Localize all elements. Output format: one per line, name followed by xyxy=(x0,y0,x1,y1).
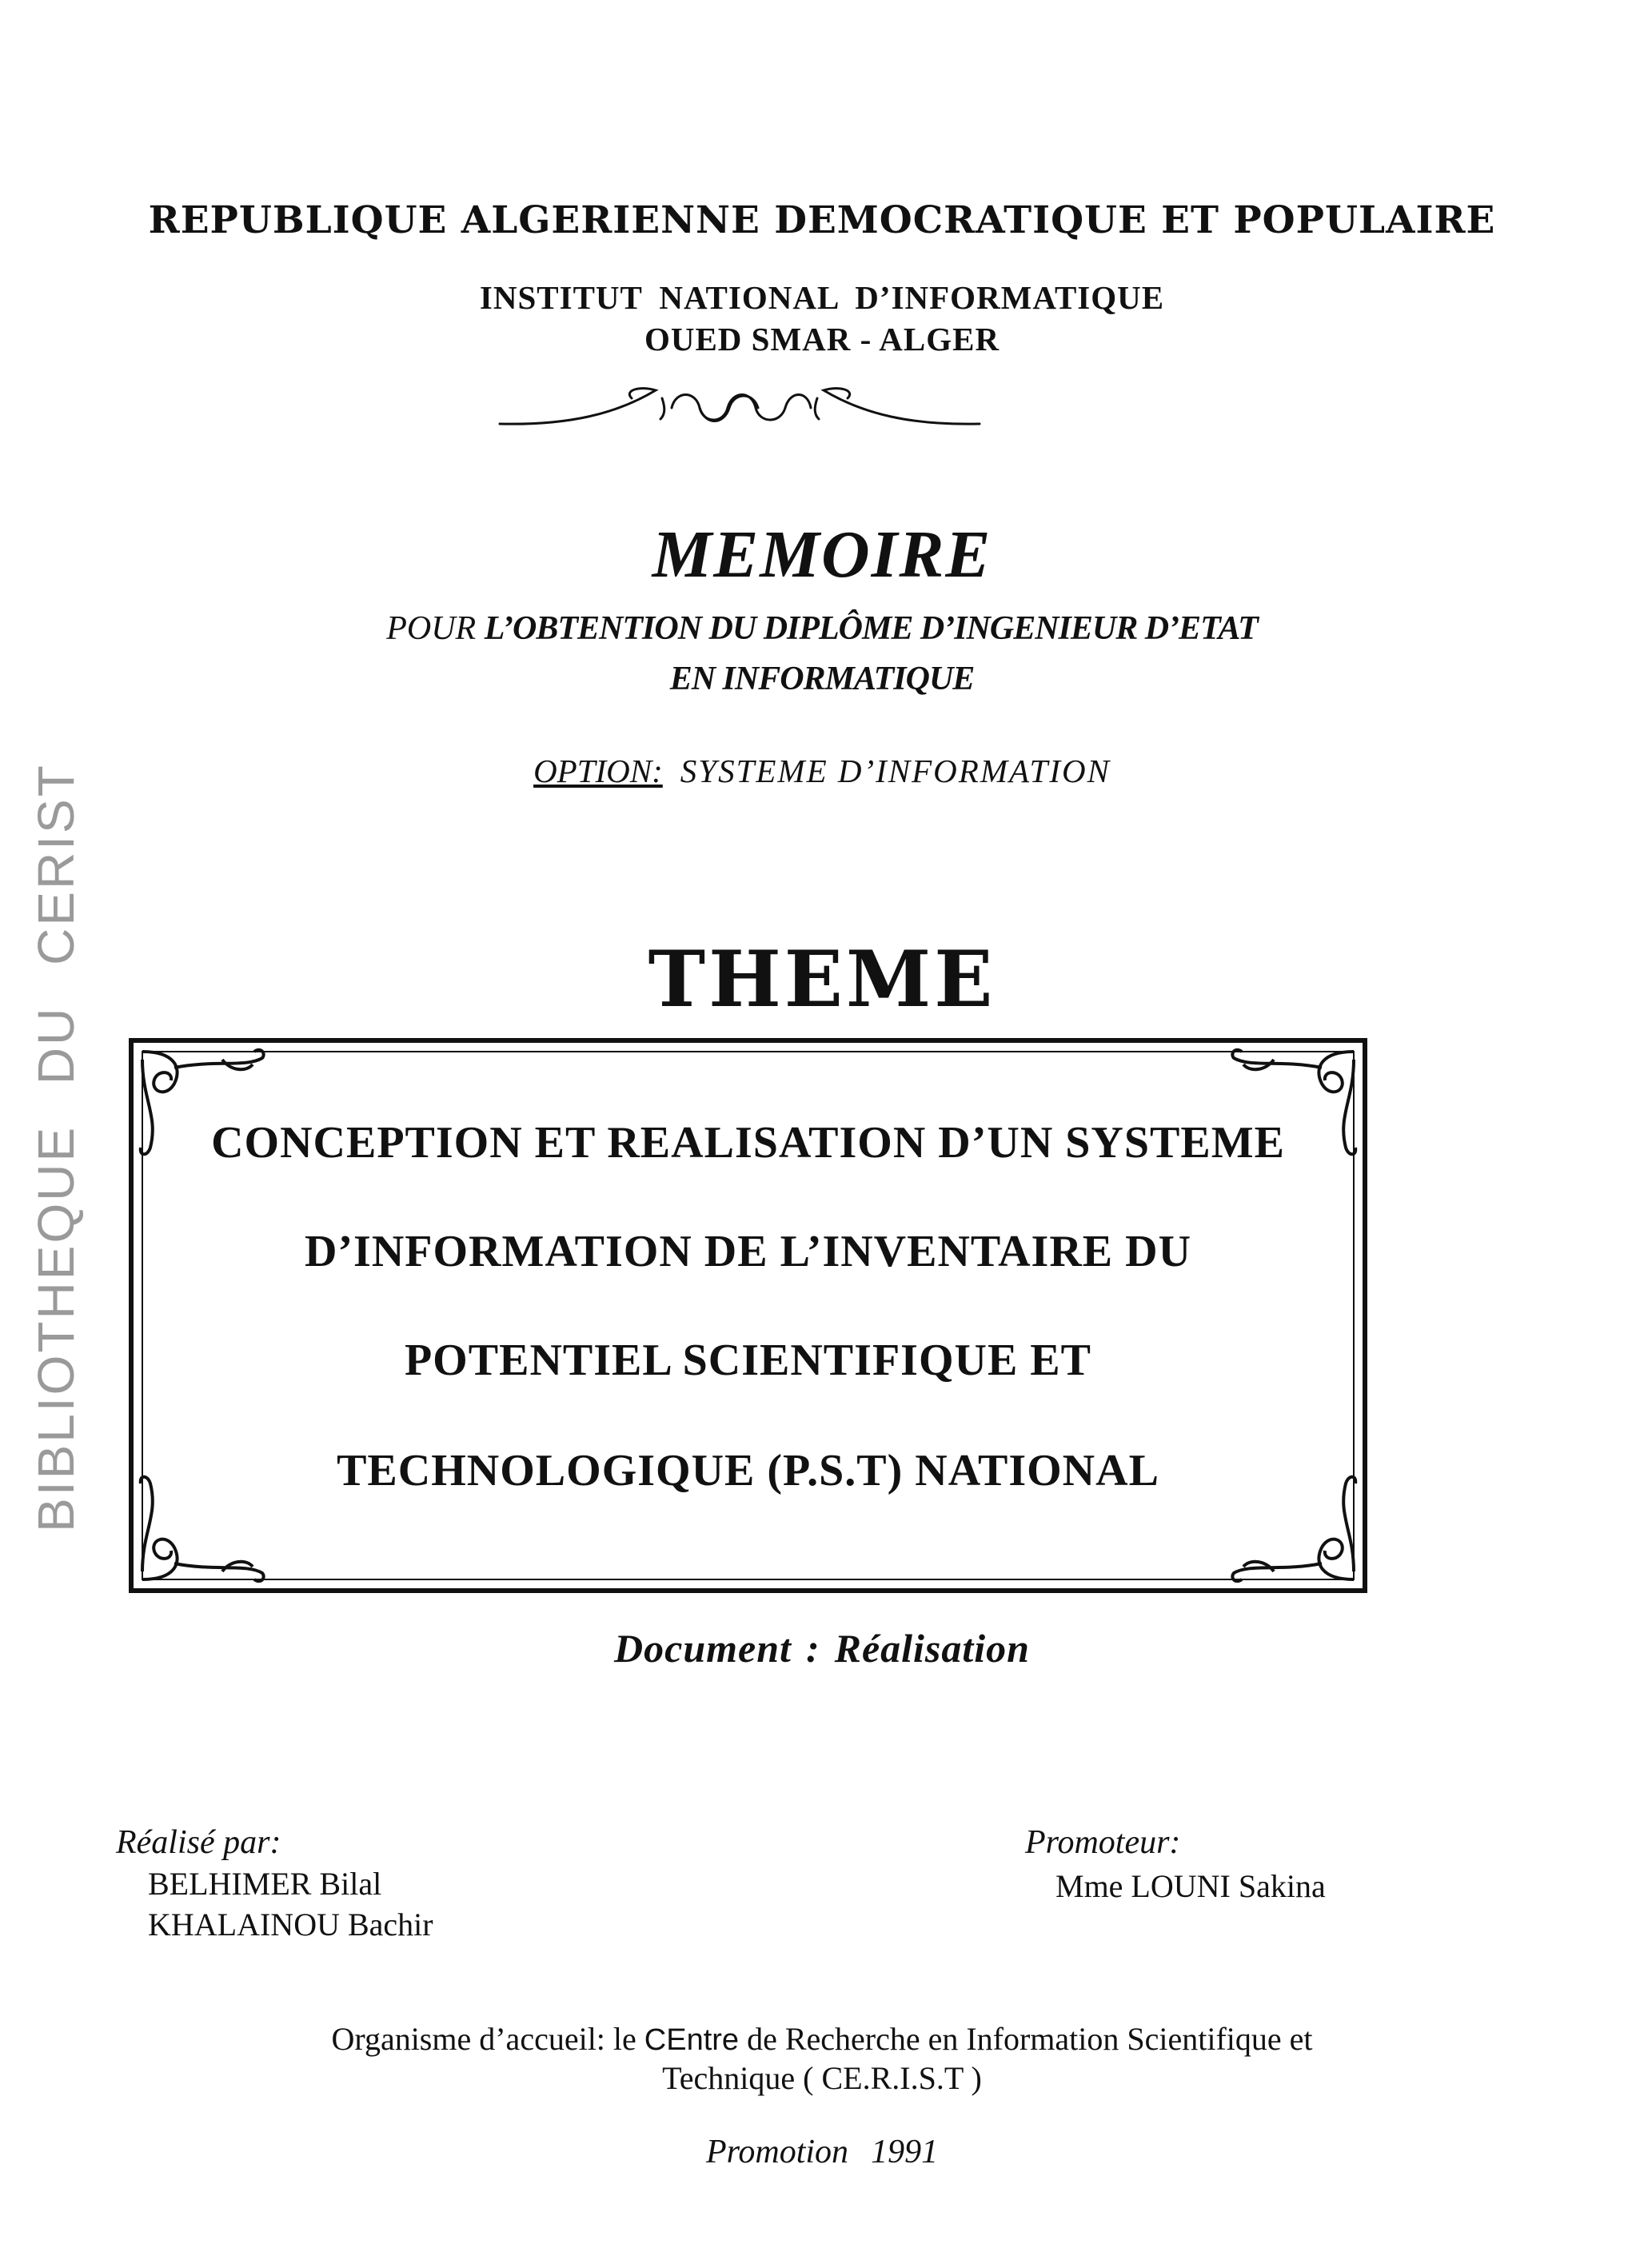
promotion-label: Promotion xyxy=(705,2134,849,2170)
org-prefix: Organisme d’accueil: le xyxy=(331,2021,644,2057)
promoteur-label: Promoteur: xyxy=(1025,1824,1181,1861)
theme-heading: THEME xyxy=(648,934,996,1024)
institute-name: INSTITUT NATIONAL D’INFORMATIQUE xyxy=(479,279,1165,316)
option-value: SYSTEME D’INFORMATION xyxy=(680,753,1111,789)
promoteur-name: Mme LOUNI Sakina xyxy=(1055,1868,1326,1904)
memoire-title: MEMOIRE xyxy=(652,517,992,592)
thesis-title-line-2: D’INFORMATION DE L’INVENTAIRE DU xyxy=(304,1227,1192,1276)
org-suffix: de Recherche en Information Scientifique et xyxy=(739,2021,1313,2057)
option-label: OPTION: xyxy=(533,753,663,789)
decorative-flourish-icon xyxy=(496,376,984,440)
promotion-line xyxy=(0,2133,1644,2171)
document-type-line xyxy=(0,1625,1644,1671)
host-organisation-line-1 xyxy=(0,2020,1644,2058)
thesis-title-line-3: POTENTIEL SCIENTIFIQUE ET xyxy=(404,1336,1092,1385)
document-value: Réalisation xyxy=(834,1626,1030,1671)
diploma-line xyxy=(0,609,1644,648)
diploma-field: EN INFORMATIQUE xyxy=(669,661,975,697)
document-label: Document xyxy=(614,1626,792,1671)
document-separator: : xyxy=(805,1626,820,1671)
option-line xyxy=(0,752,1644,790)
promotion-year: 1991 xyxy=(871,2134,939,2170)
org-centre-word: CEntre xyxy=(644,2023,740,2057)
republic-heading: REPUBLIQUE ALGERIENNE DEMOCRATIQUE ET POPULAIRE xyxy=(148,198,1496,242)
thesis-title-line-4: TECHNOLOGIQUE (P.S.T) NATIONAL xyxy=(337,1446,1159,1495)
diploma-text: L’OBTENTION DU DIPLÔME D’INGENIEUR D’ETAT xyxy=(484,610,1258,647)
host-organisation-line-2: Technique ( CE.R.I.S.T ) xyxy=(662,2060,982,2096)
authors-label: Réalisé par: xyxy=(116,1824,281,1861)
pour-word: POUR xyxy=(386,610,477,647)
institute-location: OUED SMAR - ALGER xyxy=(644,321,1000,357)
library-watermark: BIBLIOTHEQUE DU CERIST xyxy=(27,763,85,1532)
thesis-title-line-1: CONCEPTION ET REALISATION D’UN SYSTEME xyxy=(211,1118,1285,1168)
author-name: KHALAINOU Bachir xyxy=(148,1907,433,1943)
author-name: BELHIMER Bilal xyxy=(148,1866,382,1902)
